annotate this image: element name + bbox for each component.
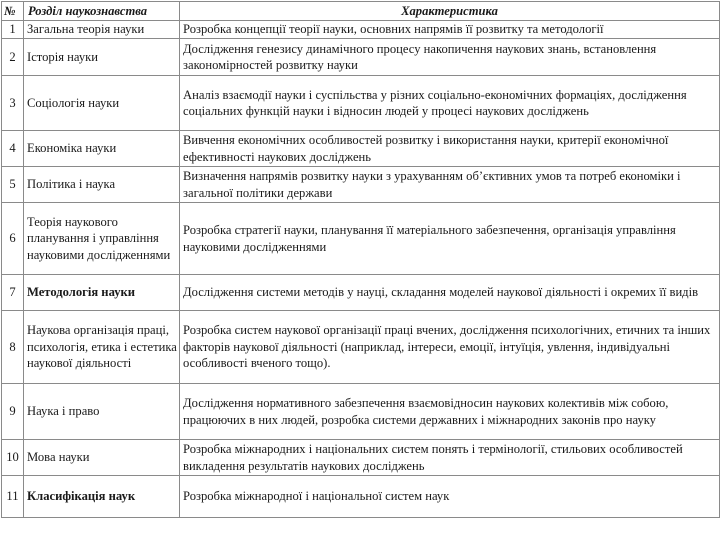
row-characteristic: Дослідження нормативного забезпечення взаємовідносин наукових колективів між собою, працюючих в них людей, розробка системи державних і міжнародних законів про науку: [180, 384, 720, 440]
row-section: Класифікація наук: [24, 476, 180, 518]
row-section: Наука і право: [24, 384, 180, 440]
row-characteristic: Розробка концепції теорії науки, основних напрямів її розвитку та методології: [180, 21, 720, 39]
row-section: Загальна теорія науки: [24, 21, 180, 39]
row-characteristic: Аналіз взаємодії науки і суспільства у різних соціально-економічних формаціях, дослідження соціальних функцій науки і відносин людей у процесі наукових досліджень: [180, 76, 720, 131]
header-characteristic: Характеристика: [180, 2, 720, 21]
row-number: 4: [2, 131, 24, 167]
row-section: Теорія наукового планування і управління науковими дослідженнями: [24, 203, 180, 275]
row-number: 11: [2, 476, 24, 518]
header-section: Розділ наукознавства: [24, 2, 180, 21]
row-number: 1: [2, 21, 24, 39]
table-row: [2, 311, 720, 384]
row-section: Наукова організація праці, психологія, етика і естетика наукової діяльності: [24, 311, 180, 384]
science-studies-table: [1, 1, 720, 518]
row-characteristic: Дослідження генезису динамічного процесу накопичення наукових знань, встановлення закономірностей розвитку науки: [180, 39, 720, 76]
table-row: [2, 476, 720, 518]
table-row: [2, 76, 720, 131]
row-characteristic: Визначення напрямів розвитку науки з урахуванням об’єктивних умов та потреб економіки і загальної політики держави: [180, 167, 720, 203]
table-row: [2, 203, 720, 275]
row-characteristic: Дослідження системи методів у науці, складання моделей наукової діяльності і окремих її видів: [180, 275, 720, 311]
table-row: [2, 275, 720, 311]
row-characteristic: Розробка міжнародної і національної систем наук: [180, 476, 720, 518]
row-number: 9: [2, 384, 24, 440]
row-number: 10: [2, 440, 24, 476]
row-number: 3: [2, 76, 24, 131]
row-number: 8: [2, 311, 24, 384]
row-section: Політика і наука: [24, 167, 180, 203]
row-section: Історія науки: [24, 39, 180, 76]
row-characteristic: Розробка міжнародних і національних систем понять і термінології, стильових особливостей викладення результатів наукових досліджень: [180, 440, 720, 476]
row-number: 6: [2, 203, 24, 275]
row-number: 7: [2, 275, 24, 311]
table-row: [2, 167, 720, 203]
table-row: [2, 21, 720, 39]
row-section: Мова науки: [24, 440, 180, 476]
row-characteristic: Розробка стратегії науки, планування її матеріального забезпечення, організація управління науковими дослідженнями: [180, 203, 720, 275]
row-number: 2: [2, 39, 24, 76]
header-number: №: [2, 2, 24, 21]
row-section: Соціологія науки: [24, 76, 180, 131]
table-row: [2, 39, 720, 76]
table-row: [2, 384, 720, 440]
row-characteristic: Розробка систем наукової організації праці вчених, дослідження психологічних, етичних та інших факторів наукової діяльності (наприклад, інтереси, емоції, інтуїція, увлення, індивідуальні особливості вченого тощо).: [180, 311, 720, 384]
table-row: [2, 440, 720, 476]
row-section: Економіка науки: [24, 131, 180, 167]
row-characteristic: Вивчення економічних особливостей розвитку і використання науки, критерії економічної ефективності наукових досліджень: [180, 131, 720, 167]
row-number: 5: [2, 167, 24, 203]
row-section: Методологія науки: [24, 275, 180, 311]
table-row: [2, 131, 720, 167]
table-header-row: [2, 2, 720, 21]
